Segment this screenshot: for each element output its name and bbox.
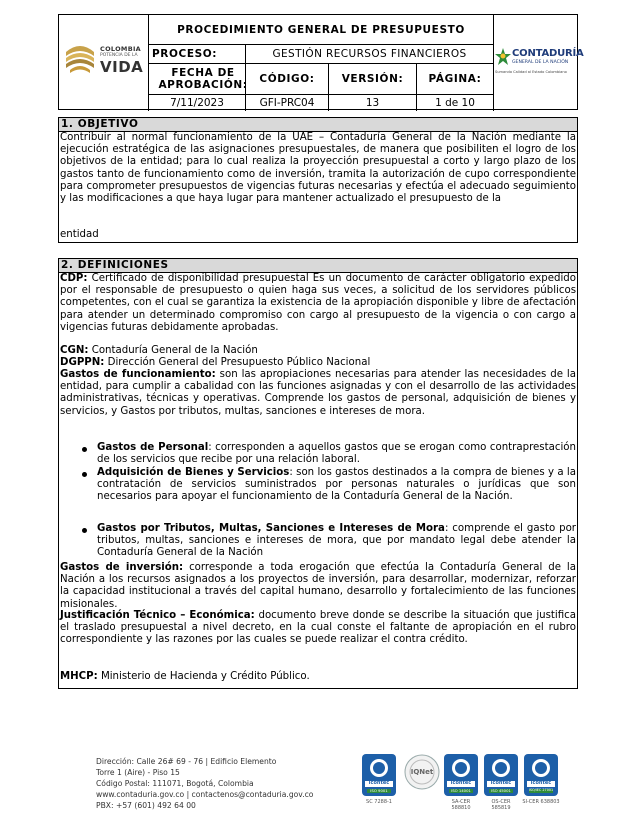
fecha-value: 7/11/2023 [170, 97, 224, 109]
cert-caption: SC 7288-1 [366, 799, 392, 805]
objetivo-title: 1. OBJETIVO [59, 118, 577, 132]
bullet-term: Gastos por Tributos, Multas, Sanciones e Intereses de Mora [97, 523, 445, 534]
def-mhcp [60, 671, 576, 683]
pagina-value: 1 de 10 [435, 97, 475, 109]
footer-postal: Código Postal: 111071, Bogotá, Colombia [96, 779, 254, 788]
definiciones-title: 2. DEFINICIONES [59, 259, 577, 273]
objetivo-text-last: entidad [60, 229, 99, 240]
bullet-term: Adquisición de Bienes y Servicios [97, 467, 290, 478]
cert-name: icontec [450, 780, 472, 786]
cert-sub: ISO/IEC 27001 [528, 788, 554, 792]
objetivo-section [58, 117, 578, 243]
cert-name: IQNet [410, 768, 434, 776]
gi-text: corresponde a toda erogación que efectúa la Contaduría General de la Nación a los recursos asignados a los proyectos de inversión, para desarrollar, modernizar, reforzar la capacidad institucional a través del capital humano, desarrollo y fortalecimiento de las funciones misionales. [60, 562, 576, 610]
mhcp-term: MHCP: [60, 671, 98, 682]
bullet-tributos [97, 523, 576, 560]
colombia-emblem-icon [62, 42, 98, 78]
cdp-text: Certificado de disponibilidad presupuestal Es un documento de carácter obligatorio expedido por el responsable de presupuesto o quien haga sus veces, a solicitud de los servidores públicos competentes, con el cual se garantiza la existencia de la apropiación disponible y libre de afectación para atender un determinado compromiso con cargo al presupuesto de la vigencia o con cargo a vigencias futuras debidamente aprobadas. [60, 273, 576, 333]
proceso-label: PROCESO: [152, 48, 218, 60]
contaduria-emblem-icon [495, 48, 511, 66]
icontec-iso27001-icon [524, 754, 558, 796]
cert-sub: ISO 45001 [491, 788, 511, 793]
logo-left-line3: VIDA [100, 58, 144, 76]
footer-web-link[interactable]: www.contaduria.gov.co | contactenos@contaduria.gov.co [96, 790, 314, 799]
def-cgn [60, 345, 576, 357]
cgn-text: Contaduría General de la Nación [91, 345, 258, 356]
mhcp-text: Ministerio de Hacienda y Crédito Público. [100, 671, 310, 682]
certification-logos [360, 752, 580, 820]
logo-right-line3: Sumando Calidad al Estado Colombiano [495, 70, 567, 74]
footer-contact [96, 757, 356, 819]
gf-text: son las apropiaciones necesarias para atender las necesidades de la entidad, para cumplir a cabalidad con las funciones asignadas y con el desarrollo de las actividades administrativas, técnicas y operativas. Comprende los gastos de personal, adquisición de bienes y servicios, y Gastos por tributos, multas, sanciones e intereses de mora. [60, 369, 576, 417]
def-gastos-funcionamiento [60, 369, 576, 418]
gf-term: Gastos de funcionamiento: [60, 369, 216, 380]
cert-name: icontec [490, 780, 512, 786]
cgn-term: CGN: [60, 345, 89, 356]
bullet-adquisicion [97, 467, 576, 504]
dgppn-term: DGPPN: [60, 357, 105, 368]
def-justificacion [60, 610, 576, 647]
footer-tower: Torre 1 (Aire) - Piso 15 [96, 768, 180, 777]
cert-sub: ISO 9001 [370, 788, 388, 793]
cert-caption: SI-CER 638803 [522, 799, 560, 805]
bullet-text: : son los gastos destinados a la compra de bienes y a la contratación de servicios suministrados por personas naturales o jurídicas que son necesarios para apoyar el funcionamiento de la Contaduría General de la Nación. [97, 467, 576, 503]
footer-address: Dirección: Calle 26# 69 - 76 | Edificio Elemento [96, 757, 277, 766]
iqnet-icon [404, 752, 440, 796]
fecha-label: FECHA DE APROBACIÓN: [158, 67, 248, 91]
codigo-value: GFI-PRC04 [259, 97, 315, 109]
logo-left-line1: COLOMBIA [100, 45, 142, 53]
bullet-gastos-personal [97, 442, 576, 466]
bullet-text: : comprende el gasto por tributos, multas, sanciones e intereses de mora, que por mandato legal debe atender la Contaduría General de la Nación [97, 523, 576, 559]
gi-term: Gastos de inversión: [60, 562, 184, 573]
def-gastos-inversion [60, 562, 576, 611]
contaduria-logo [495, 46, 584, 80]
cert-caption: SA-CER 588810 [451, 799, 471, 811]
icontec-iso14001-icon [444, 754, 478, 796]
colombia-potencia-logo [62, 42, 144, 78]
cdp-term: CDP: [60, 273, 88, 284]
version-value: 13 [365, 97, 380, 109]
document-title: PROCEDIMIENTO GENERAL DE PRESUPUESTO [177, 23, 465, 36]
def-dgppn [60, 357, 576, 369]
cert-name: icontec [530, 780, 552, 786]
codigo-label: CÓDIGO: [259, 73, 315, 85]
version-label: VERSIÓN: [341, 73, 404, 85]
cert-sub: ISO 14001 [451, 788, 471, 793]
bullet-icon [82, 447, 87, 452]
logo-left-line2: POTENCIA DE LA [100, 53, 138, 58]
icontec-iso45001-icon [484, 754, 518, 796]
jt-term: Justificación Técnico – Económica: [60, 610, 255, 621]
def-cdp [60, 273, 576, 334]
logo-right-line2: GENERAL DE LA NACIÓN [512, 60, 569, 65]
cert-name: icontec [368, 780, 390, 786]
footer-phone: PBX: +57 (601) 492 64 00 [96, 801, 196, 810]
bullet-text: : corresponden a aquellos gastos que se erogan como contraprestación de los servicios que recibe por una relación laboral. [97, 442, 576, 466]
icontec-iso9001-icon [362, 754, 396, 796]
jt-text: documento breve donde se describe la situación que justifica el traslado presupuestal a nivel decreto, en la cual conste el faltante de apropiación en el rubro correspondiente y las razones por las cuales se puede realizar el contra crédito. [60, 610, 576, 646]
objetivo-text: Contribuir al normal funcionamiento de la UAE – Contaduría General de la Nación mediante la ejecución estratégica de las asignaciones presupuestales, de manera que posibiliten el logro de los objetivos de la entidad; para lo cual realiza la proyección presupuestal a corto y largo plazo de los gastos tanto de funcionamiento como de inversión, tramita la autorización de cupo correspondiente para comprometer presupuestos de vigencias futuras necesarias y efectúa el adecuado seguimiento y las modificaciones a que haya lugar para mantener actualizado el presupuesto de la [60, 132, 576, 205]
bullet-icon [82, 528, 87, 533]
cert-caption: OS-CER 585819 [491, 799, 511, 811]
pagina-label: PÁGINA: [428, 73, 482, 85]
bullet-term: Gastos de Personal [97, 442, 209, 453]
bullet-icon [82, 472, 87, 477]
definiciones-section [58, 258, 578, 689]
dgppn-text: Dirección General del Presupuesto Público Nacional [107, 357, 371, 368]
proceso-value: GESTIÓN RECURSOS FINANCIEROS [272, 48, 467, 60]
logo-right-line1: CONTADURÍA [512, 48, 584, 59]
